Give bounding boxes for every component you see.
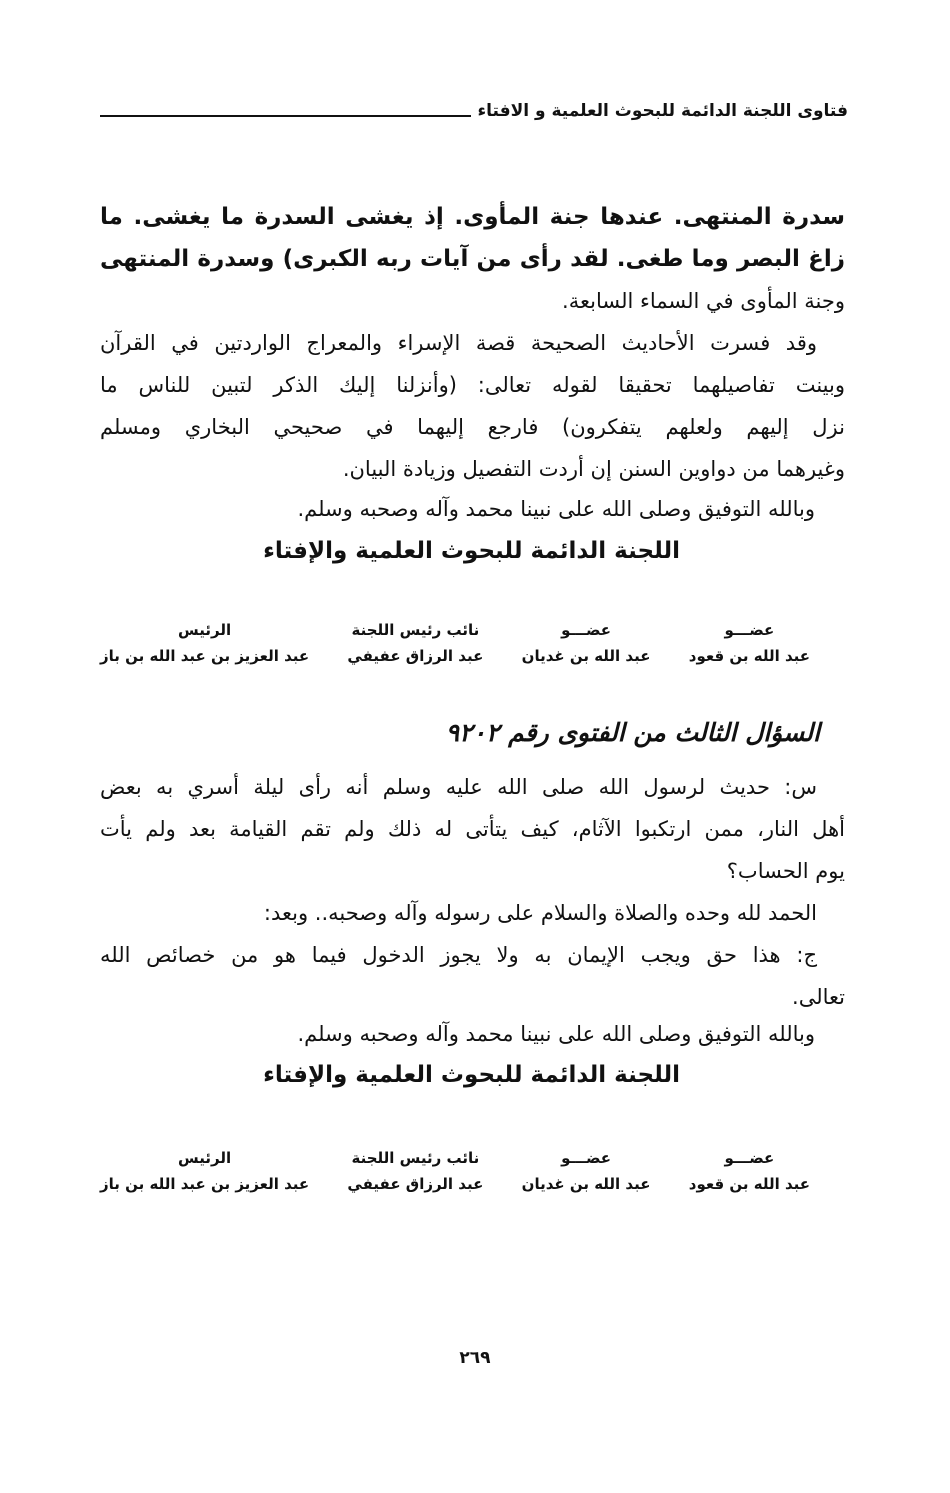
body-line: سدرة المنتهى. عندها جنة المأوى. إذ يغشى السدرة ما يغشى. ما xyxy=(100,204,845,230)
header-rule xyxy=(100,115,471,117)
section2-body xyxy=(100,766,845,1018)
signatory-role: نائب رئيس اللجنة xyxy=(351,621,480,639)
body-line: زاغ البصر وما طغى. لقد رأى من آيات ربه الكبرى) وسدرة المنتهى xyxy=(100,246,845,272)
body-line: وجنة المأوى في السماء السابعة. xyxy=(562,289,845,313)
body-line: أهل النار، ممن ارتكبوا الآثام، كيف يتأتى له ذلك ولم تقم القيامة بعد ولم يأت xyxy=(100,817,845,841)
committee-name: اللجنة الدائمة للبحوث العلمية والإفتاء xyxy=(263,1062,680,1088)
signatory xyxy=(689,1146,810,1198)
signatory-name: عبد الرزاق عفيفي xyxy=(347,647,484,665)
signatory-role: عضـــو xyxy=(561,1149,611,1167)
signatory xyxy=(522,618,651,670)
signatory-name: عبد الله بن غديان xyxy=(521,1175,651,1193)
committee-name: اللجنة الدائمة للبحوث العلمية والإفتاء xyxy=(263,538,680,564)
body-line: يوم الحساب؟ xyxy=(726,859,845,883)
signatory xyxy=(100,618,309,670)
signatory-role: الرئيس xyxy=(178,1149,232,1167)
body-line: تعالى. xyxy=(792,985,845,1009)
signatory-name: عبد الله بن قعود xyxy=(688,647,810,665)
signatory-name: عبد الله بن قعود xyxy=(688,1175,810,1193)
body-line: ج: هذا حق ويجب الإيمان به ولا يجوز الدخول فيما هو من خصائص الله xyxy=(100,943,817,967)
signatory xyxy=(522,1146,651,1198)
signatory xyxy=(347,1146,483,1198)
signatory xyxy=(100,1146,309,1198)
signatory-role: عضـــو xyxy=(724,1149,775,1167)
body-line: س: حديث لرسول الله صلى الله عليه وسلم أنه رأى ليلة أسري به بعض xyxy=(100,775,817,799)
signatory-name: عبد الله بن غديان xyxy=(521,647,651,665)
signatory-role: نائب رئيس اللجنة xyxy=(351,1149,480,1167)
signatures-block xyxy=(100,618,810,670)
signatory-role: عضـــو xyxy=(724,621,775,639)
closing-line: وبالله التوفيق وصلى الله على نبينا محمد وآله وصحبه وسلم. xyxy=(297,497,815,521)
signatory xyxy=(689,618,810,670)
body-line: وقد فسرت الأحاديث الصحيحة قصة الإسراء والمعراج الواردتين في القرآن xyxy=(100,331,817,355)
body-line: وغيرهما من دواوين السنن إن أردت التفصيل وزيادة البيان. xyxy=(342,457,845,481)
signatures-block xyxy=(100,1146,810,1198)
running-title: فتاوى اللجنة الدائمة للبحوث العلمية و الافتاء xyxy=(477,101,848,121)
body-line: نزل إليهم ولعلهم يتفكرون) فارجع إليهما في صحيحي البخاري ومسلم xyxy=(100,415,845,439)
running-header xyxy=(100,86,848,120)
page-number: ٢٦٩ xyxy=(459,1348,491,1368)
signatory-name: عبد العزيز بن عبد الله بن باز xyxy=(100,647,310,665)
signatory-role: الرئيس xyxy=(178,621,232,639)
question-heading: السؤال الثالث من الفتوى رقم ٩٢٠٢ xyxy=(445,718,820,747)
signatory-role: عضـــو xyxy=(561,621,611,639)
signatory-name: عبد العزيز بن عبد الله بن باز xyxy=(100,1175,310,1193)
signatory xyxy=(347,618,483,670)
body-line: الحمد لله وحده والصلاة والسلام على رسوله وآله وصحبه.. وبعد: xyxy=(263,901,817,925)
signatory-name: عبد الرزاق عفيفي xyxy=(347,1175,484,1193)
closing-line: وبالله التوفيق وصلى الله على نبينا محمد وآله وصحبه وسلم. xyxy=(297,1022,815,1046)
section1-body xyxy=(100,196,845,490)
body-line: وبينت تفاصيلهما تحقيقا لقوله تعالى: (وأنزلنا إليك الذكر لتبين للناس ما xyxy=(100,373,845,397)
